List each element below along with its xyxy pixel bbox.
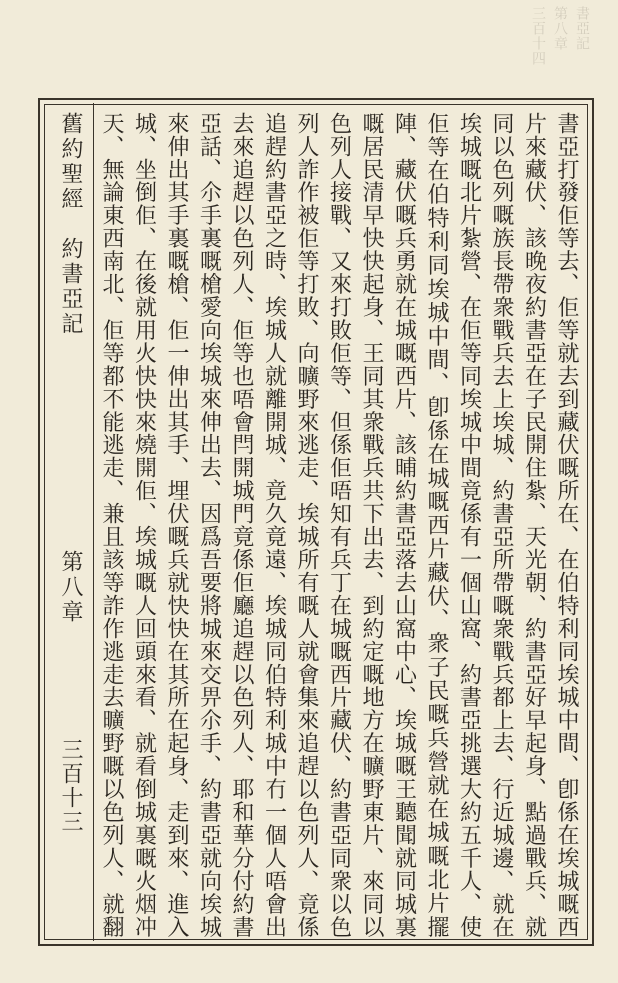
book-title: 舊約聖經 — [58, 112, 83, 212]
body-paragraph: 書亞打發佢等去、佢等就去到藏伏嘅所在、在伯特利同埃城中間、卽係在埃城嘅西片來藏伏、該晚夜約書亞在子民開住紮、天光朝、約書亞好早起身、點過戰兵、就同以色列嘅族長帶衆戰兵去上埃城、約書亞所帶嘅衆戰兵都上去、行近城邊、就在埃城嘅北片紮營、在佢等同埃城中間竟係有一個山窩、約書亞挑選大約五千人、使佢等在伯特利同埃城中間、卽係在城嘅西片藏伏、衆子民嘅兵營就在城嘅北片擺陣、藏伏嘅兵勇就在城嘅西片、該晡約書亞落去山窩中心、埃城嘅王聽聞就同城裏嘅居民清早快快起身、王同其衆戰兵共下出去、到約定嘅地方在曠野東片、來同以色列人接戰、又來打敗佢等、但係佢唔知有兵丁在城嘅西片藏伏、約書亞同衆以色列人詐作被佢等打敗、向曠野來逃走、埃城所有嘅人就會集來追趕以色列人、竟係追趕約書亞之時、埃城人就離開城、竟久竟遠、埃城同伯特利城中冇一個人唔會出去來追趕以色列人、佢等也唔會閂開城門竟係佢廳追趕以色列人、耶和華分付約書亞話、尒手裏嘅槍愛向埃城來伸出去、因爲吾要將城來交畀尒手、約書亞就向埃城來伸出其手裏嘅槍、佢一伸出其手、埋伏嘅兵就快快在其所在起身、走到來、進入城、坐倒佢、在後就用火快快來燒開佢、埃城嘅人回頭來看、就看倒城裏嘅火烟冲天、無論東西南北、佢等都不能逃走、兼且該等詐作逃走去曠野嘅以色列人、就翻 — [99, 112, 579, 938]
body-text-block — [98, 112, 582, 938]
bleed-line: 書亞記 — [574, 6, 590, 51]
running-header — [47, 112, 93, 337]
section-title: 約書亞記 — [58, 237, 83, 337]
bleed-line: 第八章 — [552, 6, 568, 51]
chapter-label: 第八章 — [58, 550, 83, 625]
bleed-through-text — [528, 6, 590, 84]
bleed-line: 三百十四 — [530, 6, 546, 66]
page-number: 三百十三 — [58, 738, 83, 834]
